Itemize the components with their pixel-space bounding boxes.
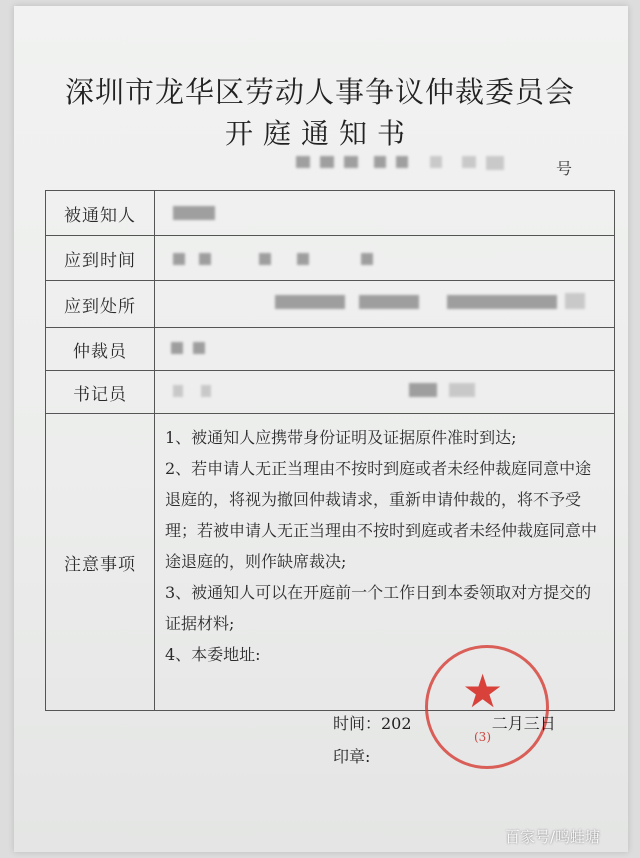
value-notified-person — [155, 191, 615, 236]
label-notes: 注意事项 — [46, 414, 155, 711]
seal-number: (3) — [474, 730, 491, 744]
value-appear-time — [155, 236, 615, 281]
seal-label: 印章: — [333, 747, 371, 766]
value-arbitrator — [155, 328, 615, 371]
label-clerk: 书记员 — [46, 371, 155, 414]
doc-number-suffix: 号 — [556, 159, 573, 178]
footer-date — [333, 711, 556, 734]
label-arbitrator: 仲裁员 — [46, 328, 155, 371]
star-icon: ★ — [462, 664, 504, 718]
label-appear-time: 应到时间 — [46, 236, 155, 281]
notes-cell — [155, 414, 615, 711]
date-label: 时间：202 — [333, 714, 412, 733]
document-title: 深圳市龙华区劳动人事争议仲裁委员会 — [64, 75, 575, 109]
value-appear-place — [155, 281, 615, 328]
notes-list — [155, 414, 614, 670]
note-item-2: 2、若申请人无正当理由不按时到庭或者未经仲裁庭同意中途退庭的，将视为撤回仲裁请求，重新申请仲裁的，将不予受理；若被申请人无正当理由不按时到庭或者未经仲裁庭同意中途退庭的，则作缺席裁决; — [165, 459, 598, 571]
value-clerk — [155, 371, 615, 414]
watermark: 百家号/鸣蛙塘 — [505, 828, 601, 846]
notice-form-table — [45, 190, 615, 711]
note-item-4: 4、本委地址: — [165, 645, 261, 664]
official-seal — [425, 645, 549, 769]
date-tail: 二月三日 — [491, 714, 556, 733]
doc-number-redacted — [290, 152, 590, 176]
label-notified-person: 被通知人 — [46, 191, 155, 236]
note-item-3: 3、被通知人可以在开庭前一个工作日到本委领取对方提交的证据材料; — [165, 583, 592, 633]
note-item-1: 1、被通知人应携带身份证明及证据原件准时到达; — [165, 428, 517, 447]
label-appear-place: 应到处所 — [46, 281, 155, 328]
document-subtitle: 开庭通知书 — [224, 117, 415, 150]
